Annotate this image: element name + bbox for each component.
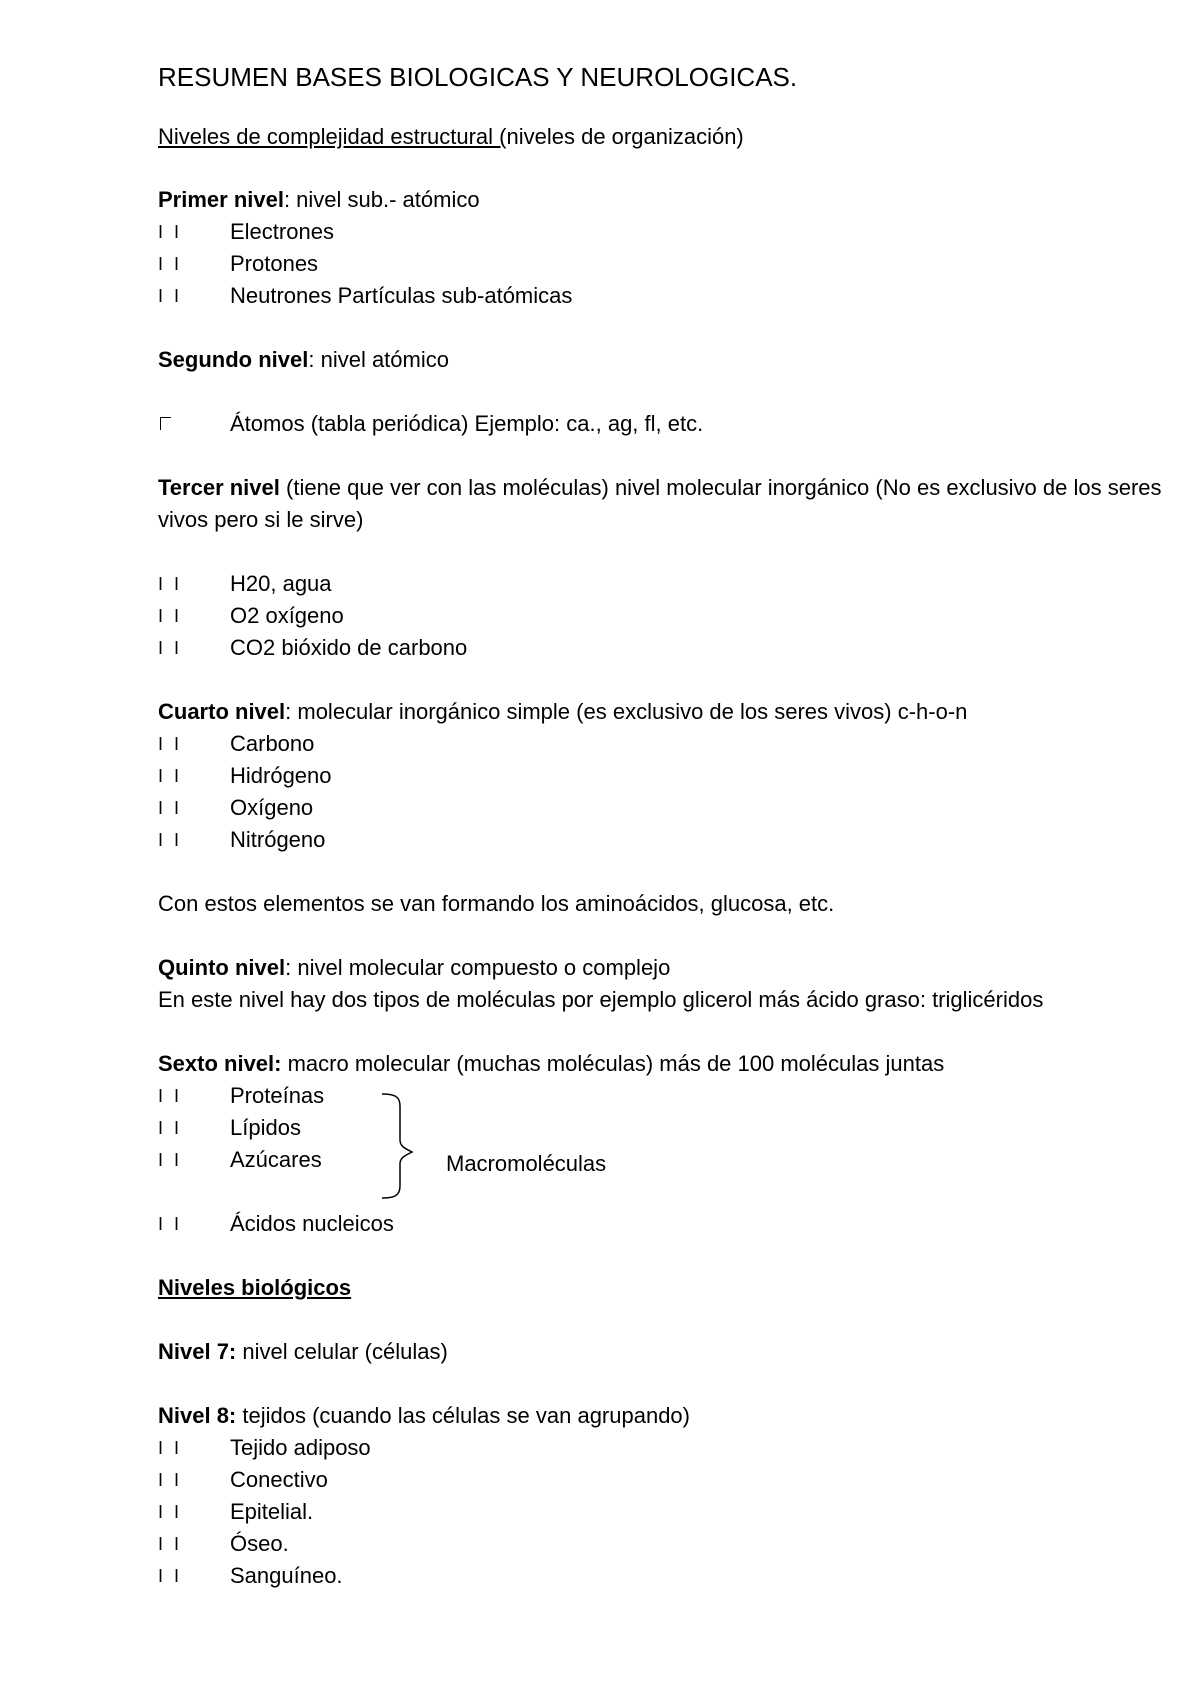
bullet-icon: I I	[158, 1150, 183, 1170]
list-item-text: Ácidos nucleicos	[230, 1211, 394, 1236]
list-item	[158, 728, 314, 760]
curly-brace-icon	[380, 1090, 430, 1202]
list-item-text: Electrones	[230, 219, 334, 244]
nivel-7-text: nivel celular (células)	[236, 1339, 448, 1364]
macromoleculas-label: Macromoléculas	[446, 1151, 607, 1176]
nivel-4-label: Cuarto nivel	[158, 699, 286, 724]
bullet-icon: I I	[158, 574, 183, 594]
list-item-text: Azúcares	[230, 1147, 322, 1172]
list-item	[158, 1528, 289, 1560]
section-subtitle	[158, 124, 744, 150]
list-item	[158, 1496, 313, 1528]
bullet-icon: I I	[158, 798, 183, 818]
nivel-1-heading	[158, 184, 480, 216]
list-item	[158, 1112, 301, 1144]
nota-elementos: Con estos elementos se van formando los aminoácidos, glucosa, etc.	[158, 891, 835, 916]
list-item-text: Lípidos	[230, 1115, 301, 1140]
nivel-2-heading	[158, 344, 449, 376]
nivel-5-heading	[158, 952, 670, 984]
list-item-text: Epitelial.	[230, 1499, 314, 1524]
list-item	[158, 1144, 322, 1176]
nivel-4-heading	[158, 696, 967, 728]
bullet-icon: I I	[158, 222, 183, 242]
bullet-icon: I I	[158, 606, 183, 626]
nivel-3-label: Tercer nivel	[158, 475, 280, 500]
bullet-icon: I I	[158, 1470, 183, 1490]
list-item	[158, 1432, 371, 1464]
list-item-text: Neutrones Partículas sub-atómicas	[230, 283, 573, 308]
list-item	[158, 824, 325, 856]
bullet-icon: I I	[158, 766, 183, 786]
list-item-text: Carbono	[230, 731, 315, 756]
bullet-icon: I I	[158, 734, 183, 754]
nivel-8-text: tejidos (cuando las células se van agrupando)	[236, 1403, 690, 1428]
list-item	[158, 408, 703, 440]
list-item	[158, 1464, 328, 1496]
list-item	[158, 792, 313, 824]
nivel-5-label: Quinto nivel	[158, 955, 286, 980]
subtitle-rest: niveles de organización)	[506, 124, 744, 149]
list-item	[158, 600, 344, 632]
nivel-6-label: Sexto nivel:	[158, 1051, 282, 1076]
bullet-icon: I I	[158, 1566, 183, 1586]
nivel-1-label: Primer nivel	[158, 187, 284, 212]
bullet-icon: I I	[158, 1502, 183, 1522]
nivel-2-label: Segundo nivel	[158, 347, 309, 372]
nivel-8-label: Nivel 8:	[158, 1403, 237, 1428]
niveles-biologicos-heading: Niveles biológicos	[158, 1275, 352, 1300]
list-item-text: Tejido adiposo	[230, 1435, 371, 1460]
list-item	[158, 1208, 394, 1240]
list-item-text: Hidrógeno	[230, 763, 332, 788]
list-item-text: Proteínas	[230, 1083, 325, 1108]
bullet-icon: I I	[158, 254, 183, 274]
list-item-text: Protones	[230, 251, 319, 276]
bullet-icon: I I	[158, 1438, 183, 1458]
nivel-3-text: (tiene que ver con las moléculas) nivel molecular inorgánico (No es exclusivo de los seres vivos pero si le sirve)	[158, 475, 1162, 532]
nivel-3-heading	[158, 472, 1178, 536]
nivel-5-text: : nivel molecular compuesto o complejo	[285, 955, 671, 980]
list-item-text: Sanguíneo.	[230, 1563, 343, 1588]
list-item	[158, 632, 467, 664]
list-item	[158, 1560, 343, 1592]
nivel-4-text: : molecular inorgánico simple (es exclusivo de los seres vivos) c-h-o-n	[285, 699, 968, 724]
list-item	[158, 568, 332, 600]
list-item-text: O2 oxígeno	[230, 603, 344, 628]
nivel-6-text: macro molecular (muchas moléculas) más de 100 moléculas juntas	[281, 1051, 945, 1076]
list-item	[158, 216, 334, 248]
corner-bullet-icon	[158, 408, 230, 440]
list-item-text: Nitrógeno	[230, 827, 326, 852]
document-title: RESUMEN BASES BIOLOGICAS Y NEUROLOGICAS.	[158, 62, 798, 92]
bullet-icon: I I	[158, 1534, 183, 1554]
list-item-text: Oxígeno	[230, 795, 314, 820]
nivel-7-heading	[158, 1336, 448, 1368]
bullet-icon: I I	[158, 1086, 183, 1106]
bullet-icon: I I	[158, 1118, 183, 1138]
list-item	[158, 760, 332, 792]
bullet-icon: I I	[158, 638, 183, 658]
subtitle-underlined: Niveles de complejidad estructural (	[158, 124, 507, 149]
nivel-8-heading	[158, 1400, 690, 1432]
list-item-text: H20, agua	[230, 571, 332, 596]
list-item	[158, 280, 572, 312]
bullet-icon: I I	[158, 830, 183, 850]
nivel-5-detail: En este nivel hay dos tipos de moléculas por ejemplo glicerol más ácido graso: triglicéridos	[158, 987, 1044, 1012]
list-item-text: Óseo.	[230, 1531, 289, 1556]
list-item-text: Átomos (tabla periódica) Ejemplo: ca., ag, fl, etc.	[230, 411, 704, 436]
list-item	[158, 1080, 324, 1112]
nivel-1-text: : nivel sub.- atómico	[283, 187, 480, 212]
list-item	[158, 248, 318, 280]
list-item-text: Conectivo	[230, 1467, 328, 1492]
nivel-7-label: Nivel 7:	[158, 1339, 237, 1364]
list-item-text: CO2 bióxido de carbono	[230, 635, 468, 660]
bullet-icon: I I	[158, 1214, 183, 1234]
bullet-icon: I I	[158, 286, 183, 306]
nivel-6-heading	[158, 1048, 944, 1080]
nivel-2-text: : nivel atómico	[308, 347, 449, 372]
